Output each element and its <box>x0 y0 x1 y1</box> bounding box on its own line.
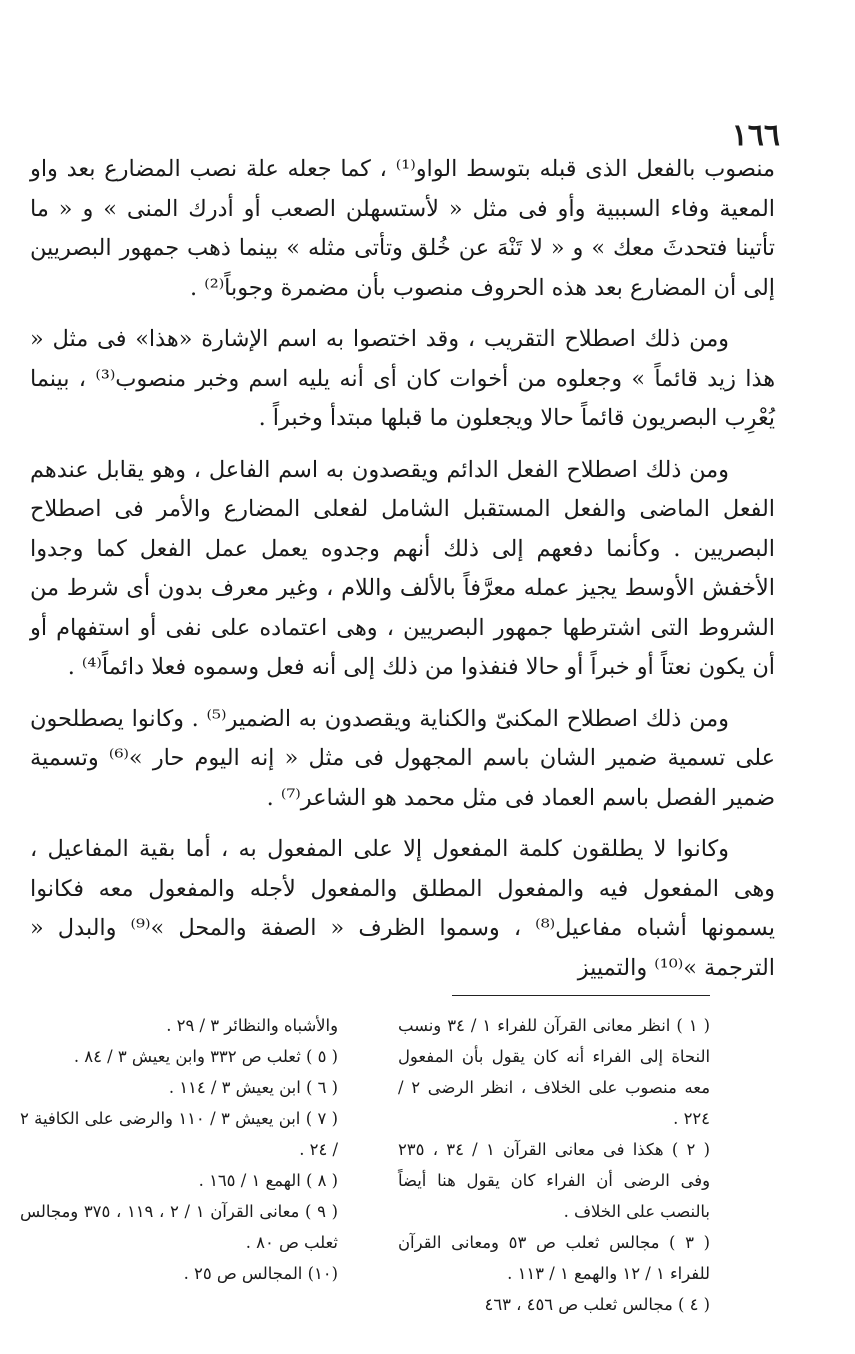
paragraph-3: ومن ذلك اصطلاح الفعل الدائم ويقصدون به اسم الفاعل ، وهو يقابل عندهم الفعل الماضى والفعل المستقبل الشامل لفعلى المضارع والأمر فى اصطلاح البصريين . وكأنما دفعهم إلى ذلك أنهم وجدوه يعمل عمل الفعل كما وجدوا الأخفش الأوسط يجيز عمله معرَّفاً بالألف واللام ، وغير معرف بدون أى شرط من الشروط التى اشترطها جمهور البصريين ، وهى اعتماده على نفى أو استفهام أو أن يكون نعتاً أو خبراً أو حالا فنفذوا من ذلك إلى أنه فعل وسموه فعلا دائماً⁽⁴⁾ . <box>30 456 775 680</box>
main-text <box>30 150 775 1000</box>
paragraph-2: ومن ذلك اصطلاح التقريب ، وقد اختصوا به اسم الإشارة «هذا» فى مثل « هذا زيد قائماً » وجعلوه من أخوات كان أى أنه يليه اسم وخبر منصوب⁽³⁾ ، بينما يُعْرِب البصريون قائماً حالا ويجعلون ما قبلها مبتدأ وخبراً . <box>30 326 775 431</box>
footnotes-left-column <box>20 1010 338 1289</box>
footnote-4-continued: والأشباه والنظائر ٣ / ٢٩ . <box>166 1016 338 1035</box>
footnote-10: (١٠) المجالس ص ٢٥ . <box>183 1264 338 1283</box>
footnote-6: ( ٦ ) ابن يعيش ٣ / ١١٤ . <box>168 1078 338 1097</box>
footnote-separator <box>452 995 710 996</box>
footnote-2: ( ٢ ) هكذا فى معانى القرآن ١ / ٣٤ ، ٢٣٥ وفى الرضى أن الفراء كان يقول هنا أيضاً بالنصب على الخلاف . <box>398 1140 710 1221</box>
footnotes-right-column <box>398 1010 710 1320</box>
paragraph-1: منصوب بالفعل الذى قبله بتوسط الواو⁽¹⁾ ، كما جعله علة نصب المضارع بعد واو المعية وفاء السببية وأو فى مثل « لأستسهلن الصعب أو أدرك المنى » و « ما تأتينا فتحدثَ معك » و « لا تَنْهَ عن خُلق وتأتى مثله » بينما ذهب جمهور البصريين إلى أن المضارع بعد هذه الحروف منصوب بأن مضمرة وجوباً⁽²⁾ . <box>30 156 775 301</box>
footnote-9: ( ٩ ) معانى القرآن ١ / ٢ ، ١١٩ ، ٣٧٥ ومجالس ثعلب ص ٨٠ . <box>20 1202 339 1252</box>
footnote-5: ( ٥ ) ثعلب ص ٣٣٢ وابن يعيش ٣ / ٨٤ . <box>73 1047 338 1066</box>
footnote-7: ( ٧ ) ابن يعيش ٣ / ١١٠ والرضى على الكافية ٢ / ٢٤ . <box>20 1109 339 1159</box>
footnote-8: ( ٨ ) الهمع ١ / ١٦٥ . <box>198 1171 338 1190</box>
footnote-1: ( ١ ) انظر معانى القرآن للفراء ١ / ٣٤ ونسب النحاة إلى الفراء أنه كان يقول بأن المفعول معه منصوب على الخلاف ، انظر الرضى ٢ / ٢٢٤ . <box>398 1016 710 1128</box>
paragraph-5: وكانوا لا يطلقون كلمة المفعول إلا على المفعول به ، أما بقية المفاعيل ، وهى المفعول فيه والمفعول المطلق والمفعول لأجله والمفعول معه فكانوا يسمونها أشباه مفاعيل⁽⁸⁾ ، وسموا الظرف « الصفة والمحل »⁽⁹⁾ والبدل « الترجمة »⁽¹⁰⁾ والتمييز <box>30 836 775 981</box>
footnote-3: ( ٣ ) مجالس ثعلب ص ٥٣ ومعانى القرآن للفراء ١ / ١٢ والهمع ١ / ١١٣ . <box>398 1233 710 1283</box>
page-number: ١٦٦ <box>731 118 780 153</box>
footnote-4: ( ٤ ) مجالس ثعلب ص ٤٥٦ ، ٤٦٣ <box>484 1295 710 1314</box>
paragraph-4: ومن ذلك اصطلاح المكنىّ والكناية ويقصدون به الضمير⁽⁵⁾ . وكانوا يصطلحون على تسمية ضمير الشان باسم المجهول فى مثل « إنه اليوم حار »⁽⁶⁾ وتسمية ضمير الفصل باسم العماد فى مثل محمد هو الشاعر⁽⁷⁾ . <box>30 705 775 811</box>
